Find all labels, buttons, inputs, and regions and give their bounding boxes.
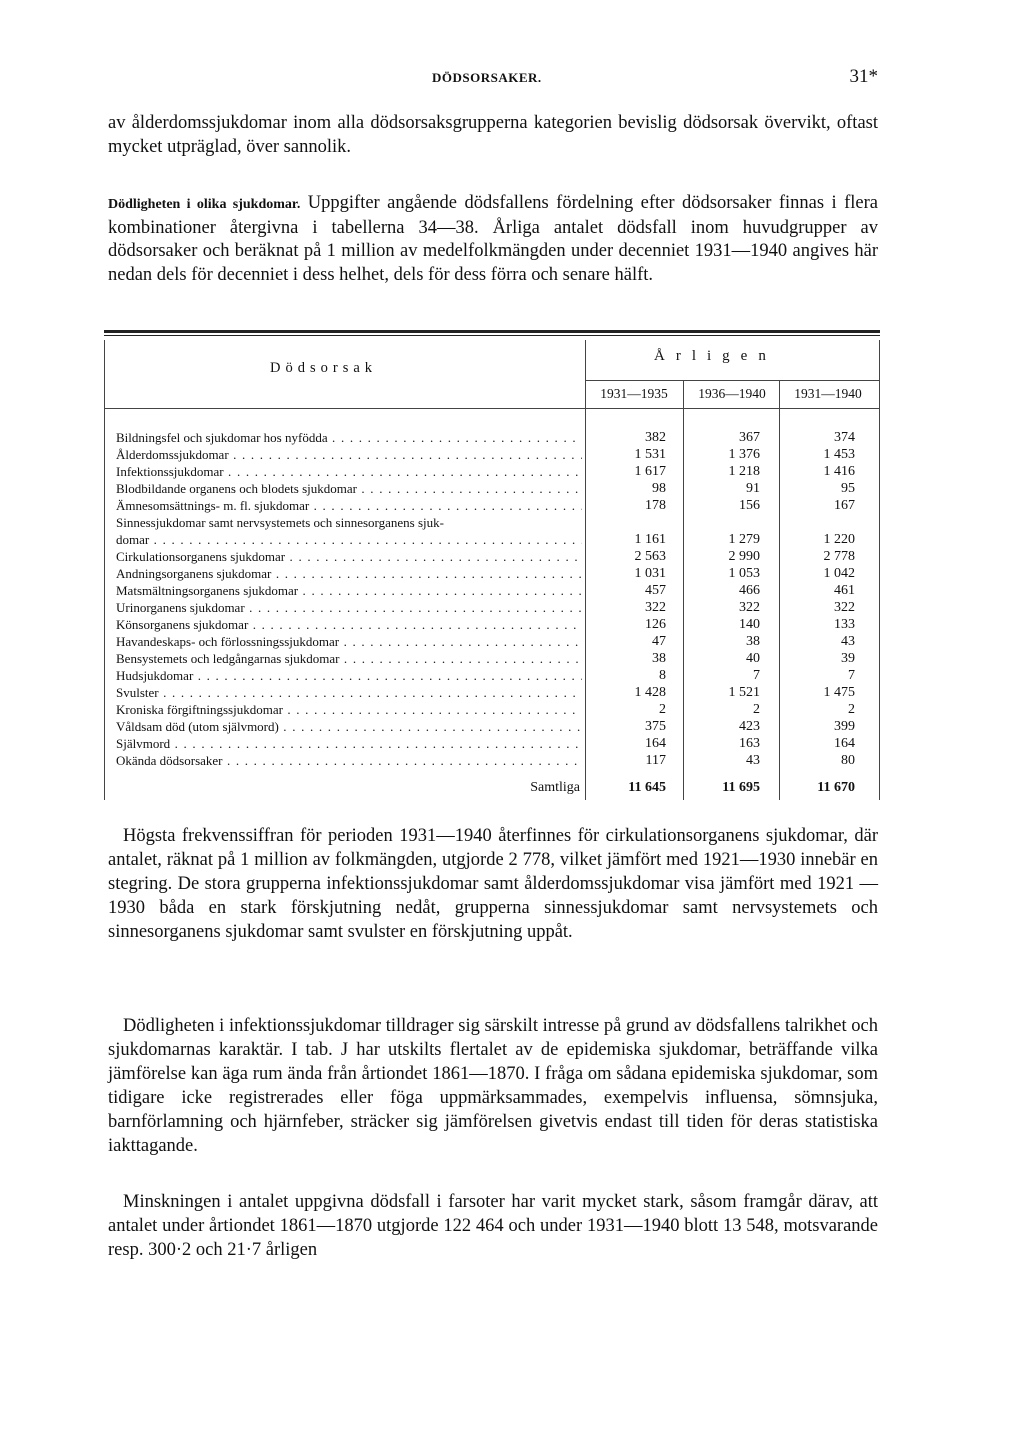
table-row <box>104 634 880 651</box>
cell-1931-1935: 457 <box>645 583 666 598</box>
table-row <box>104 430 880 447</box>
cell-1936-1940: 7 <box>753 668 760 683</box>
row-label: Andningsorganens sjukdomar . . . <box>116 566 582 582</box>
cell-1931-1940: 2 778 <box>823 549 855 564</box>
table-row <box>104 685 880 702</box>
paragraph-epidemics: Minskningen i antalet uppgivna dödsfall i farsoter har varit mycket stark, såsom framgår därav, att antalet under årtiondet 1861—1870 utgjorde 122 464 och under 1931—1940 blott 13 548, motsvarande resp. 300·2 och 21·7 årligen <box>108 1192 878 1260</box>
cell-1936-1940: 91 <box>746 481 760 496</box>
table-top-rule <box>104 330 880 333</box>
row-label: Okända dödsorsaker . . . <box>116 753 582 769</box>
cell-1936-1940: 163 <box>739 736 760 751</box>
cell-1931-1940: 1 453 <box>823 447 855 462</box>
cell-1931-1940: 133 <box>834 617 855 632</box>
total-1931-1940: 11 670 <box>817 780 855 795</box>
cell-1931-1940: 1 220 <box>823 532 855 547</box>
cell-1931-1935: 178 <box>645 498 666 513</box>
cell-1936-1940: 2 <box>753 702 760 717</box>
row-label: Självmord . . . <box>116 736 582 752</box>
column-header-period: 1931—1935 <box>600 386 668 401</box>
row-label: domar . . . <box>116 532 582 548</box>
row-label: Kroniska förgiftningssjukdomar . . . <box>116 702 582 718</box>
table-row <box>104 447 880 464</box>
cell-1936-1940: 38 <box>746 634 760 649</box>
row-label: Ålderdomssjukdomar . . . <box>116 447 582 463</box>
paragraph-mortality-text: Uppgifter angående dödsfallens fördelning efter dödsorsaker finnas i flera kombinationer återgivna i tabellerna 34—38. Årliga antalet dödsfall inom huvudgrupper av dödsorsaker och beräknat på 1 million av medelfolkmängden under decenniet 1931—1940 angives här nedan dels för decenniet i dess helhet, dels för dess förra och senare hälft. <box>108 193 879 285</box>
cell-1931-1940: 7 <box>848 668 855 683</box>
table-row <box>104 481 880 498</box>
row-label: Cirkulationsorganens sjukdomar . . . <box>116 549 582 565</box>
cell-1931-1935: 1 031 <box>634 566 666 581</box>
cell-1931-1935: 1 531 <box>634 447 666 462</box>
cell-1931-1940: 399 <box>834 719 855 734</box>
cell-1931-1935: 8 <box>659 668 666 683</box>
cell-1936-1940: 1 279 <box>728 532 760 547</box>
cell-1936-1940: 40 <box>746 651 760 666</box>
cell-1931-1935: 382 <box>645 430 666 445</box>
table-row <box>104 736 880 753</box>
cell-1931-1940: 39 <box>841 651 855 666</box>
table-row <box>104 515 880 532</box>
row-label: Bensystemets och ledgångarnas sjukdomar . . . <box>116 651 582 667</box>
paragraph-intro: av ålderdomssjukdomar inom alla dödsorsaksgrupperna kategorien bevislig dödsorsak övervikt, oftast mycket utpräglad, över sannolik. <box>108 113 878 157</box>
row-label: Ämnesomsättnings- m. fl. sjukdomar . . . <box>116 498 582 514</box>
cell-1936-1940: 322 <box>739 600 760 615</box>
column-header-annual: Årligen <box>654 348 777 364</box>
cell-1936-1940: 1 521 <box>728 685 760 700</box>
cell-1931-1940: 1 475 <box>823 685 855 700</box>
row-label: Svulster . . . <box>116 685 582 701</box>
mortality-table <box>104 330 880 800</box>
cell-1936-1940: 1 053 <box>728 566 760 581</box>
cell-1936-1940: 1 218 <box>728 464 760 479</box>
row-label: Blodbildande organens och blodets sjukdomar . . . <box>116 481 582 497</box>
table-row <box>104 702 880 719</box>
row-label: Urinorganens sjukdomar . . . <box>116 600 582 616</box>
cell-1936-1940: 423 <box>739 719 760 734</box>
cell-1931-1940: 95 <box>841 481 855 496</box>
running-head: DÖDSORSAKER. <box>432 70 542 85</box>
cell-1931-1940: 164 <box>834 736 855 751</box>
cell-1931-1935: 1 161 <box>634 532 666 547</box>
page-number: 31* <box>849 66 878 87</box>
cell-1936-1940: 1 376 <box>728 447 760 462</box>
run-in-heading: Dödligheten i olika sjukdomar. <box>108 197 301 212</box>
cell-1936-1940: 156 <box>739 498 760 513</box>
cell-1931-1940: 2 <box>848 702 855 717</box>
row-label: Könsorganens sjukdomar . . . <box>116 617 582 633</box>
row-label: Våldsam död (utom självmord) . . . <box>116 719 582 735</box>
table-row <box>104 719 880 736</box>
cell-1931-1935: 375 <box>645 719 666 734</box>
cell-1931-1935: 38 <box>652 651 666 666</box>
table-row <box>104 753 880 770</box>
cell-1936-1940: 2 990 <box>728 549 760 564</box>
paragraph-mortality <box>108 192 878 287</box>
table-row <box>104 498 880 515</box>
total-1931-1935: 11 645 <box>628 780 666 795</box>
cell-1931-1935: 126 <box>645 617 666 632</box>
column-header-period: 1936—1940 <box>698 386 766 401</box>
cell-1931-1935: 322 <box>645 600 666 615</box>
cell-1931-1940: 322 <box>834 600 855 615</box>
header-subrule <box>585 380 880 381</box>
table-row <box>104 668 880 685</box>
cell-1931-1935: 2 563 <box>634 549 666 564</box>
cell-1936-1940: 43 <box>746 753 760 768</box>
paragraph-frequency <box>108 824 878 944</box>
cell-1931-1940: 374 <box>834 430 855 445</box>
cell-1931-1940: 167 <box>834 498 855 513</box>
cell-1931-1940: 43 <box>841 634 855 649</box>
cell-1931-1935: 47 <box>652 634 666 649</box>
cell-1931-1935: 164 <box>645 736 666 751</box>
cell-1936-1940: 466 <box>739 583 760 598</box>
cell-1931-1935: 98 <box>652 481 666 496</box>
table-row <box>104 651 880 668</box>
table-top-rule-thin <box>104 335 880 336</box>
row-label: Sinnessjukdomar samt nervsystemets och sinnesorganens sjuk- <box>116 515 444 530</box>
cell-1931-1940: 80 <box>841 753 855 768</box>
table-row <box>104 583 880 600</box>
cell-1931-1935: 117 <box>645 753 666 768</box>
cell-1936-1940: 367 <box>739 430 760 445</box>
table-total-row <box>104 780 880 797</box>
total-label: Samtliga <box>530 780 580 795</box>
row-label: Havandeskaps- och förlossningssjukdomar . . . <box>116 634 582 650</box>
table-row <box>104 532 880 549</box>
column-header-period: 1931—1940 <box>794 386 862 401</box>
row-label: Infektionssjukdomar . . . <box>116 464 582 480</box>
cell-1931-1940: 1 416 <box>823 464 855 479</box>
table-row <box>104 617 880 634</box>
total-1936-1940: 11 695 <box>722 780 760 795</box>
table-row <box>104 549 880 566</box>
row-label: Hudsjukdomar . . . <box>116 668 582 684</box>
paragraph-infections: Dödligheten i infektionssjukdomar tilldrager sig särskilt intresse på grund av dödsfallens talrikhet och sjukdomarnas karaktär. I tab. J har utskilts flertalet av de epidemiska sjukdomar, beträffande vilka jämförelse kan äga rum ända från årtiondet 1861—1870. I fråga om sådana epidemiska sjukdomar, som tidigare icke registrerades eller föga uppmärksammades, exempelvis influensa, sömnsjuka, barnförlamning och hjärnfeber, sträcker sig jämförelsen givetvis endast till tiden för deras statistiska iakttagande. <box>108 1016 878 1156</box>
cell-1936-1940: 140 <box>739 617 760 632</box>
page-header <box>108 66 878 96</box>
table-row <box>104 464 880 481</box>
cell-1931-1935: 1 617 <box>634 464 666 479</box>
paragraph-frequency-text: Högsta frekvenssiffran för perioden 1931—1940 återfinnes för cirkulationsorganens sjukdomar, där antalet, räknat på 1 million av folkmängden, utgjorde 2 778, vilket jämfört med 1921—1930 innebär en stegring. De stora grupperna infektionssjukdomar samt ålderdomssjukdomar visa jämfört med 1921 —1930 båda en stark förskjutning nedåt, grupperna sinnessjukdomar samt nervsystemets och sinnesorganens sjukdomar samt svulster en förskjutning uppåt. <box>108 826 878 942</box>
cell-1931-1940: 461 <box>834 583 855 598</box>
table-row <box>104 600 880 617</box>
cell-1931-1935: 2 <box>659 702 666 717</box>
row-label: Bildningsfel och sjukdomar hos nyfödda . . . <box>116 430 582 446</box>
cell-1931-1940: 1 042 <box>823 566 855 581</box>
table-header-rule <box>104 408 880 409</box>
row-label: Matsmältningsorganens sjukdomar . . . <box>116 583 582 599</box>
cell-1931-1935: 1 428 <box>634 685 666 700</box>
column-header-cause: Dödsorsak <box>270 360 378 376</box>
table-row <box>104 566 880 583</box>
